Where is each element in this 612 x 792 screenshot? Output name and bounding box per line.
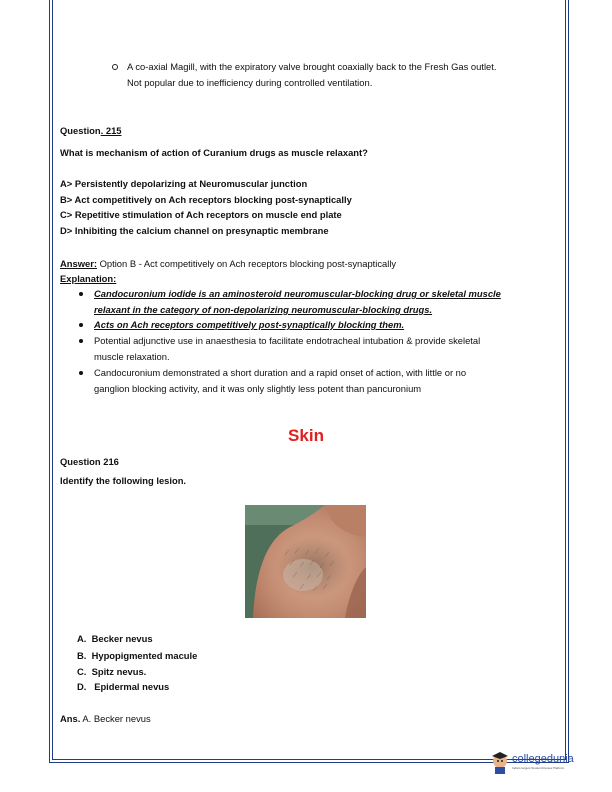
bullet-icon <box>79 323 83 327</box>
page-border-inner <box>52 0 566 760</box>
question-215-text: What is mechanism of action of Curanium drugs as muscle relaxant? <box>60 147 368 158</box>
lesion-photo <box>245 505 366 618</box>
answer-text: Option B - Act competitively on Ach receptors blocking post-synaptically <box>97 258 397 269</box>
answer-label: Answer: <box>60 258 97 269</box>
option-a: A> Persistently depolarizing at Neuromuscular junction <box>60 178 308 189</box>
brand-tagline: India's largest Student Review Platform <box>512 766 565 770</box>
question-216-answer: Ans. A. Becker nevus <box>60 713 151 724</box>
answer-option-b: B. Hypopigmented macule <box>77 650 198 661</box>
intro-bullet-line2: Not popular due to inefficiency during controlled ventilation. <box>127 77 373 88</box>
explanation-bullet-1-line2: relaxant in the category of non-depolarizing neuromuscular-blocking drugs. <box>94 304 433 315</box>
intro-bullet-line1: A co-axial Magill, with the expiratory valve brought coaxially back to the Fresh Gas outlet. <box>127 61 497 72</box>
option-b: B> Act competitively on Ach receptors blocking post-synaptically <box>60 194 352 205</box>
brand-name: collegedunia <box>512 753 574 765</box>
explanation-label: Explanation: <box>60 273 117 284</box>
hollow-bullet-icon <box>112 64 118 70</box>
answer-option-c: C. Spitz nevus. <box>77 666 147 677</box>
answer-option-d: D. Epidermal nevus <box>77 681 170 692</box>
section-title-skin: Skin <box>288 426 324 445</box>
answer-option-a: A. Becker nevus <box>77 633 153 644</box>
explanation-bullet-2: Acts on Ach receptors competitively post-synaptically blocking them. <box>94 319 405 330</box>
question-216-heading: Question 216 <box>60 456 119 467</box>
explanation-bullet-3-line2: muscle relaxation. <box>94 351 170 362</box>
explanation-bullet-4-line2: ganglion blocking activity, and it was only slightly less potent than pancuronium <box>94 383 422 394</box>
option-c: C> Repetitive stimulation of Ach receptors on muscle end plate <box>60 209 342 220</box>
collegedunia-logo[interactable] <box>490 748 580 776</box>
bullet-icon <box>79 292 83 296</box>
bullet-icon <box>79 339 83 343</box>
answer-line <box>60 257 396 271</box>
question-216-text: Identify the following lesion. <box>60 475 187 486</box>
explanation-bullet-4-line1: Candocuronium demonstrated a short duration and a rapid onset of action, with little or no <box>94 367 467 378</box>
option-d: D> Inhibiting the calcium channel on presynaptic membrane <box>60 225 329 236</box>
explanation-bullet-1-line1: Candocuronium iodide is an aminosteroid neuromuscular-blocking drug or skeletal muscle <box>94 288 501 299</box>
question-215-heading: Question. 215 <box>60 125 122 136</box>
bullet-icon <box>79 371 83 375</box>
explanation-bullet-3-line1: Potential adjunctive use in anaesthesia to facilitate endotracheal intubation & provide skeletal <box>94 335 481 346</box>
